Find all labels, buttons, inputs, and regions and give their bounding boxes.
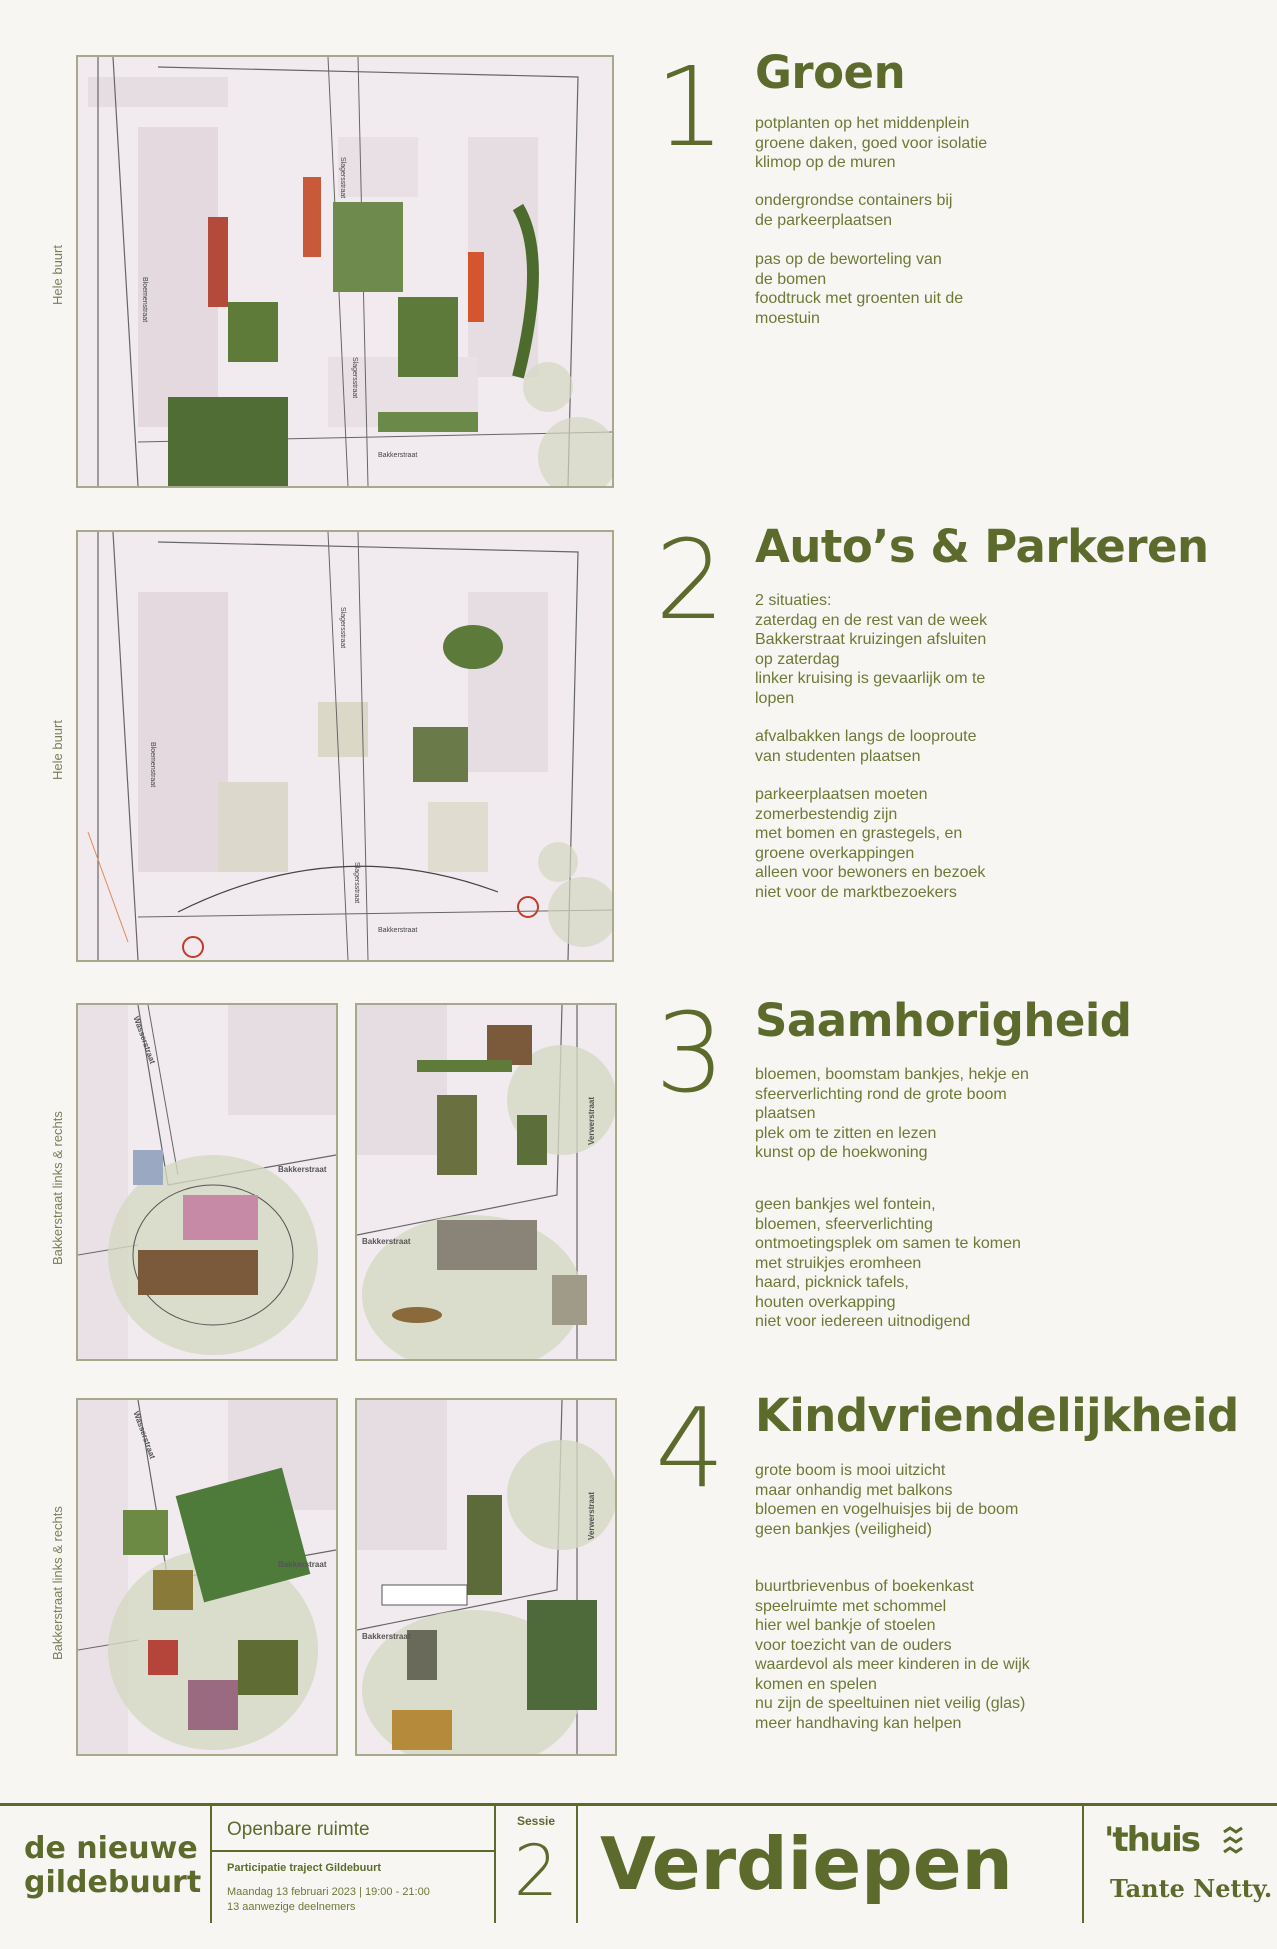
- map-drawing: [78, 532, 612, 960]
- street-label: Slagersstraat: [353, 862, 360, 904]
- thuis-logo: 'thuis: [1104, 1820, 1199, 1860]
- divider: [1082, 1806, 1084, 1923]
- map-collage: [76, 55, 614, 488]
- map-collage: [76, 530, 614, 962]
- paragraph: pas op de beworteling van de bomen foodtruck met groenten uit de moestuin: [755, 251, 964, 327]
- divider: [576, 1806, 578, 1923]
- map-collage-left: [76, 1398, 338, 1756]
- street-label: Verwerstraat: [587, 1491, 596, 1540]
- section-number: 1: [655, 43, 725, 171]
- paragraph: parkeerplaatsen moeten zomerbestendig zijn met bomen en grastegels, en groene overkappingen alleen voor bewoners en bezoek niet voor de marktbezoekers: [755, 786, 986, 901]
- map-drawing: [357, 1400, 615, 1754]
- side-label: Hele buurt: [50, 720, 65, 780]
- brand-line-2: gildebuurt: [24, 1865, 202, 1900]
- session-label: Sessie: [516, 1814, 556, 1828]
- session-block: [496, 1806, 576, 1923]
- phase-title: Verdiepen: [600, 1822, 1013, 1906]
- map-drawing: [357, 1005, 615, 1359]
- street-label: Verwerstraat: [587, 1096, 596, 1145]
- paragraph: geen bankjes wel fontein, bloemen, sfeerverlichting ontmoetingsplek om samen te komen met struikjes eromheen haard, picknick tafels, houten overkapping niet voor iedereen uitnodigend: [755, 1196, 1021, 1330]
- waves-icon: [1222, 1826, 1246, 1867]
- info-block: [212, 1806, 494, 1923]
- topic: Openbare ruimte: [227, 1819, 370, 1840]
- session-number: 2: [513, 1830, 559, 1912]
- side-label: Hele buurt: [50, 245, 65, 305]
- street-label: Slagersstraat: [339, 607, 346, 649]
- street-label: Wasserstraat: [131, 1410, 158, 1461]
- map-collage-right: [355, 1398, 617, 1756]
- section-title: Groen: [755, 46, 906, 99]
- map-drawing: [78, 1005, 336, 1359]
- section-title: Auto’s & Parkeren: [755, 520, 1209, 573]
- brand-line-1: de nieuwe: [24, 1831, 198, 1866]
- street-label: Bloemenstraat: [141, 277, 148, 323]
- street-label: Bakkerstraat: [378, 452, 418, 459]
- section-title: Saamhorigheid: [755, 994, 1132, 1047]
- map-drawing: [78, 1400, 336, 1754]
- paragraph: bloemen, boomstam bankjes, hekje en sfeerverlichting rond de grote boom plaatsen plek om te zitten en lezen kunst op de hoekwoning: [755, 1066, 1029, 1161]
- brand-logo: [24, 1832, 201, 1949]
- paragraph: buurtbrievenbus of boekenkast speelruimte met schommel hier wel bankje of stoelen voor toezicht van de ouders waardevol als meer kinderen in de wijk komen en spelen nu zijn de speeltuinen niet veilig (glas) meer handhaving kan helpen: [755, 1578, 1030, 1732]
- tante-netty-logo: Tante Netty.: [1110, 1874, 1273, 1903]
- date: Maandag 13 februari 2023 | 19:00 - 21:00: [227, 1886, 430, 1898]
- side-label: Bakkerstraat links & rechts: [50, 1111, 65, 1265]
- partner-logos: [1100, 1806, 1273, 1923]
- map-drawing: [78, 57, 612, 486]
- divider: [212, 1850, 494, 1852]
- street-label: Bakkerstraat: [278, 1560, 327, 1569]
- participants: 13 aanwezige deelnemers: [227, 1901, 356, 1913]
- street-label: Bakkerstraat: [378, 927, 418, 934]
- footer: [0, 1803, 1277, 1923]
- section-number: 4: [655, 1384, 725, 1512]
- section-number: 3: [655, 989, 725, 1117]
- street-label: Bakkerstraat: [362, 1632, 411, 1641]
- map-collage-left: [76, 1003, 338, 1361]
- project: Participatie traject Gildebuurt: [227, 1862, 382, 1874]
- paragraph: grote boom is mooi uitzicht maar onhandig met balkons bloemen en vogelhuisjes bij de boom geen bankjes (veiligheid): [755, 1462, 1019, 1538]
- paragraph: 2 situaties: zaterdag en de rest van de week Bakkerstraat kruizingen afsluiten op zaterdag linker kruising is gevaarlijk om te lopen: [755, 592, 988, 707]
- street-label: Bakkerstraat: [362, 1237, 411, 1246]
- section-title: Kindvriendelijkheid: [755, 1389, 1239, 1442]
- street-label: Wasserstraat: [131, 1015, 158, 1066]
- paragraph: ondergrondse containers bij de parkeerplaatsen: [755, 192, 953, 229]
- street-label: Slagersstraat: [351, 357, 358, 399]
- street-label: Bakkerstraat: [278, 1165, 327, 1174]
- street-label: Slagersstraat: [339, 157, 346, 199]
- side-label: Bakkerstraat links & rechts: [50, 1506, 65, 1660]
- map-collage-right: [355, 1003, 617, 1361]
- street-label: Bloemenstraat: [149, 742, 156, 788]
- paragraph: afvalbakken langs de looproute van studenten plaatsen: [755, 728, 977, 765]
- paragraph: potplanten op het middenplein groene daken, goed voor isolatie klimop op de muren: [755, 115, 988, 171]
- section-number: 2: [655, 516, 725, 644]
